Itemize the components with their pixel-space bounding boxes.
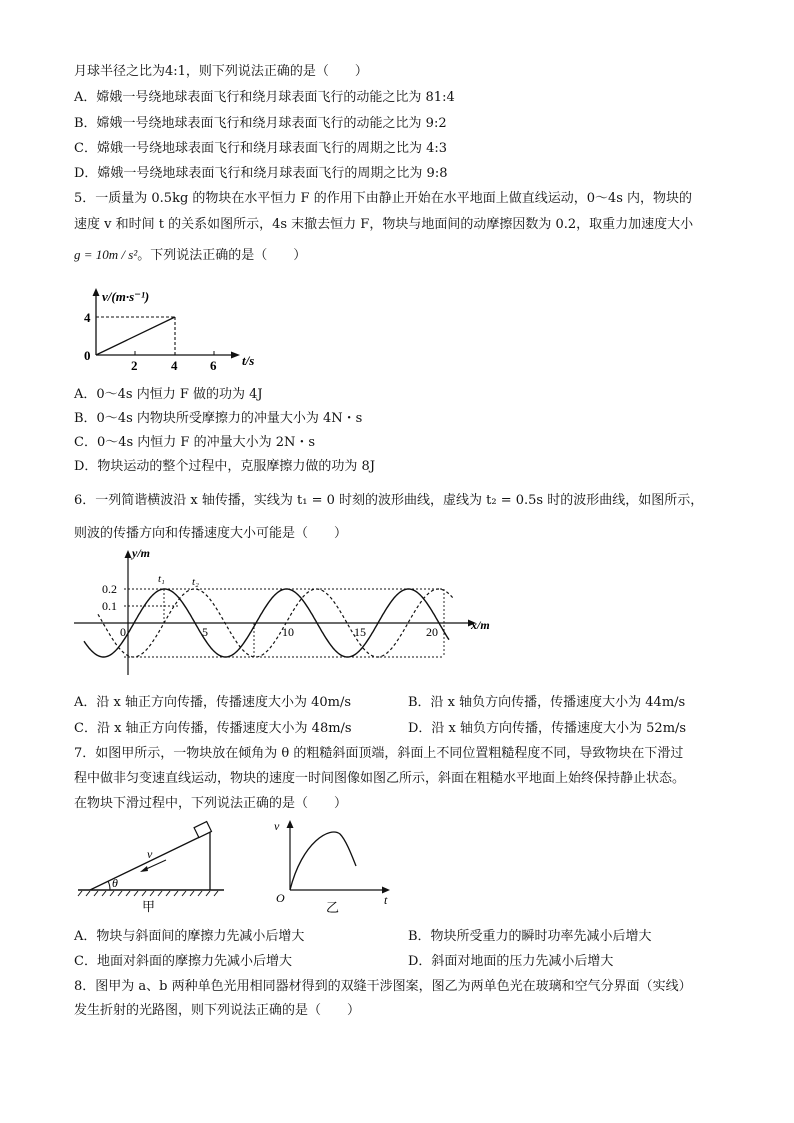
q5-option-a: A．0～4s 内恒力 F 做的功为 4J: [74, 387, 263, 402]
q7-vt-y-arrow: [287, 820, 294, 828]
q7-block: [194, 822, 211, 838]
q7-stem-line3: 在物块下滑过程中，下列说法正确的是（ ）: [74, 796, 348, 811]
q7-stem-line1: 7．如图甲所示，一物块放在倾角为 θ 的粗糙斜面顶端，斜面上不同位置粗糙程度不同，导致物块在下滑过: [74, 746, 684, 761]
q6-y-tick-0.1: 0.1: [102, 599, 117, 613]
q5-gravity-formula: g = 10m / s²: [74, 247, 138, 262]
q7-option-d: D．斜面对地面的压力先减小后增大: [408, 954, 614, 969]
q5-x-tick-4: 4: [171, 358, 178, 373]
q6-y-tick-0.2: 0.2: [102, 582, 117, 596]
q7-option-b: B．物块所受重力的瞬时功率先减小后增大: [408, 929, 652, 944]
q6-origin: 0: [120, 625, 126, 639]
q7-caption-jia: 甲: [142, 899, 156, 914]
q4-stem: 月球半径之比为4:1，则下列说法正确的是（ ）: [74, 64, 368, 79]
q5-stem-line2: 速度 v 和时间 t 的关系如图所示，4s 末撤去恒力 F，物块与地面间的动摩擦因数为 0.2，取重力加速度大小: [74, 217, 694, 232]
q5-y-tick-4: 4: [84, 310, 91, 325]
q6-x-tick-15: 15: [354, 625, 366, 639]
q8-stem-line1: 8．图甲为 a、b 两种单色光用相同器材得到的双缝干涉图案，图乙为两单色光在玻璃和空气分界面（实线）: [74, 979, 692, 994]
q5-stem-line3: [74, 246, 306, 265]
q5-x-arrow: [231, 352, 240, 359]
q5-y-label: v/(m·s⁻¹): [102, 289, 150, 304]
q6-label-t2: t₂: [192, 576, 199, 588]
q7-ground-hatching: [78, 891, 218, 896]
q4-option-a: A．嫦娥一号绕地球表面飞行和绕月球表面飞行的动能之比为 81:4: [74, 90, 455, 105]
q5-stem-line1: 5．一质量为 0.5kg 的物块在水平恒力 F 的作用下由静止开始在水平地面上做直线运动，0～4s 内，物块的: [74, 191, 693, 206]
q6-x-tick-20: 20: [426, 625, 438, 639]
q7-velocity-label: v: [147, 847, 153, 861]
q5-x-label: t/s: [242, 353, 255, 368]
q4-option-b: B．嫦娥一号绕地球表面飞行和绕月球表面飞行的动能之比为 9:2: [74, 116, 447, 131]
q5-velocity-line: [96, 317, 175, 355]
q7-vt-curve: [290, 832, 356, 890]
q4-option-d: D．嫦娥一号绕地球表面飞行和绕月球表面飞行的周期之比为 9:8: [74, 166, 448, 181]
q6-x-tick-10: 10: [282, 625, 294, 639]
q5-y-arrow: [93, 288, 100, 296]
q5-x-tick-2: 2: [131, 358, 138, 373]
q6-option-c: C．沿 x 轴正方向传播，传播速度大小为 48m/s: [74, 721, 352, 736]
q6-stem-line1: 6．一列简谐横波沿 x 轴传播，实线为 t₁ = 0 时刻的波形曲线，虚线为 t₂ = 0.5s 时的波形曲线，如图所示，: [74, 493, 704, 508]
q7-option-c: C．地面对斜面的摩擦力先减小后增大: [74, 954, 292, 969]
q7-vt-t-label: t: [384, 893, 388, 907]
q6-stem-line2: 则波的传播方向和传播速度大小可能是（ ）: [74, 526, 348, 541]
q7-vt-v-label: v: [274, 819, 280, 833]
q7-option-a: A．物块与斜面间的摩擦力先减小后增大: [74, 929, 305, 944]
q5-origin: 0: [84, 348, 91, 363]
q6-x-label: x/m: [471, 618, 490, 632]
q7-angle-arc: [108, 881, 110, 890]
q6-label-t1: t₁: [158, 573, 165, 585]
q5-x-tick-6: 6: [210, 358, 217, 373]
q4-option-c: C．嫦娥一号绕地球表面飞行和绕月球表面飞行的周期之比为 4:3: [74, 141, 448, 156]
q8-stem-line2: 发生折射的光路图，则下列说法正确的是（ ）: [74, 1003, 361, 1018]
q7-stem-line2: 程中做非匀变速直线运动，物块的速度一时间图像如图乙所示，斜面在粗糙水平地面上始终保持静止状态。: [74, 771, 686, 786]
q6-option-d: D．沿 x 轴负方向传播，传播速度大小为 52m/s: [408, 721, 687, 736]
q7-vt-origin: O: [276, 891, 285, 905]
q5-option-d: D．物块运动的整个过程中，克服摩擦力做的功为 8J: [74, 459, 376, 474]
q6-y-label: y/m: [132, 546, 150, 560]
q6-option-a: A．沿 x 轴正方向传播，传播速度大小为 40m/s: [74, 695, 352, 710]
q5-option-c: C．0～4s 内恒力 F 的冲量大小为 2N・s: [74, 435, 316, 450]
q5-option-b: B．0～4s 内物块所受摩擦力的冲量大小为 4N・s: [74, 411, 363, 426]
q7-theta-label: θ: [112, 876, 118, 890]
q6-wave-graph: [74, 543, 514, 683]
q6-option-b: B．沿 x 轴负方向传播，传播速度大小为 44m/s: [408, 695, 686, 710]
q7-caption-yi: 乙: [326, 900, 340, 915]
q5-velocity-time-graph: [80, 283, 280, 383]
q7-vt-graph: [268, 812, 408, 920]
q7-incline-figure: [74, 820, 234, 920]
q5-stem-line3-text: 。下列说法正确的是（ ）: [137, 248, 307, 263]
q6-y-arrow: [125, 550, 132, 558]
q7-velocity-arrowhead: [140, 866, 148, 872]
q6-x-tick-5: 5: [202, 625, 208, 639]
